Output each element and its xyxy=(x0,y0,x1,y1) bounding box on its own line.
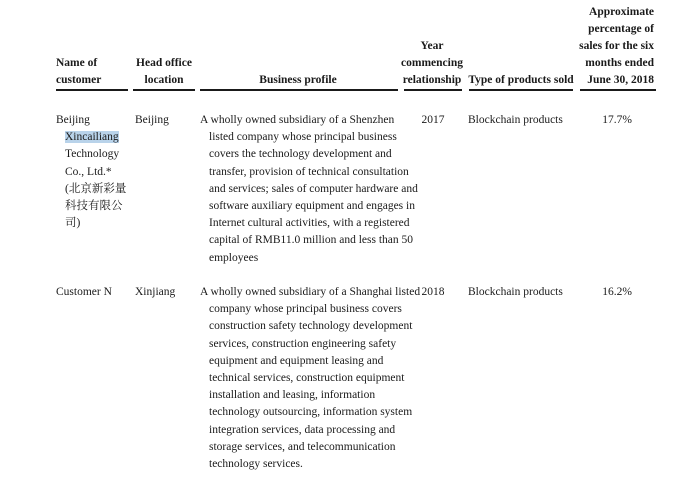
header-year-line-1: Year xyxy=(420,40,444,52)
row-2-profile-line-3: construction safety technology development xyxy=(209,320,413,333)
row-2-profile-line-11: technology services. xyxy=(209,458,303,471)
row-1-profile-line-3: covers the technology development and xyxy=(209,148,392,161)
header-rule-location xyxy=(133,89,195,91)
header-head-office-location xyxy=(132,55,196,89)
row-2-profile-line-6: technical services, construction equipment xyxy=(209,372,405,385)
row-2-profile-line-10: storage services, and telecommunication xyxy=(209,440,396,453)
header-location-line-2: location xyxy=(144,74,184,86)
header-type-of-products xyxy=(468,72,574,89)
header-rule-name xyxy=(56,89,128,91)
table-row-1-year: 2017 xyxy=(421,114,445,126)
table-row-1-percentage: 17.7% xyxy=(602,114,632,126)
row-1-name-line-4: Co., Ltd.* xyxy=(65,165,112,178)
row-2-profile-line-5: equipment and equipment leasing and xyxy=(209,354,384,367)
header-pct-line-2: percentage of xyxy=(588,23,654,35)
header-year-line-3: relationship xyxy=(402,74,462,86)
header-pct-line-4: months ended xyxy=(585,57,654,69)
row-1-profile-line-2: listed company whose principal business xyxy=(209,131,397,144)
header-rule-type xyxy=(469,89,573,91)
row-1-profile-line-6: software auxiliary equipment and engages in xyxy=(209,200,415,213)
table-row-2-location: Xinjiang xyxy=(135,286,176,298)
table-row-2-product-type: Blockchain products xyxy=(468,286,563,298)
row-2-profile-line-8: technology outsourcing, information system xyxy=(209,406,413,419)
table-row-2-year: 2018 xyxy=(421,286,445,298)
header-profile-line-1: Business profile xyxy=(259,74,337,86)
table-row-2-percentage: 16.2% xyxy=(602,286,632,298)
table-row-2-business-profile xyxy=(200,284,421,473)
header-year-line-2: commencing xyxy=(401,57,463,69)
row-2-profile-line-7: installation and leasing, information xyxy=(209,389,376,402)
header-name-of-customer xyxy=(56,55,101,89)
row-2-profile-line-9: integration services, data processing and xyxy=(209,423,396,436)
table-row-2-customer-name: Customer N xyxy=(56,286,112,298)
row-1-profile-line-1: A wholly owned subsidiary of a Shenzhen xyxy=(200,114,395,126)
row-1-profile-line-8: capital of RMB11.0 million and less than 50 xyxy=(209,234,413,247)
header-year-commencing xyxy=(400,38,464,89)
row-2-profile-line-4: services, construction engineering safety xyxy=(209,337,397,350)
table-row-1-customer-name xyxy=(56,112,132,232)
table-row-1-product-type: Blockchain products xyxy=(468,114,563,126)
header-name-line-2: customer xyxy=(56,74,102,86)
row-1-profile-line-5: and services; sales of computer hardware and xyxy=(209,182,418,195)
row-1-name-line-5: (北京新彩量 xyxy=(65,182,127,195)
row-1-name-line-3: Technology xyxy=(65,148,120,161)
header-rule-year xyxy=(404,89,462,91)
header-location-line-1: Head office xyxy=(136,57,192,69)
row-1-profile-line-9: employees xyxy=(209,251,259,264)
header-pct-line-5: June 30, 2018 xyxy=(587,74,654,86)
header-name-line-1: Name of xyxy=(56,57,98,69)
header-pct-line-3: sales for the six xyxy=(579,40,654,52)
header-type-line-1: Type of products sold xyxy=(468,74,574,86)
table-row-1-business-profile xyxy=(200,112,418,267)
header-business-profile xyxy=(200,72,396,89)
header-pct-line-1: Approximate xyxy=(589,6,654,18)
row-1-name-line-1: Beijing xyxy=(56,114,90,126)
header-rule-pct xyxy=(580,89,656,91)
row-2-profile-line-2: company whose principal business covers xyxy=(209,303,402,316)
row-1-profile-line-7: Internet cultural activities, with a registered xyxy=(209,217,410,230)
row-1-name-highlighted-text[interactable]: Xincailiang xyxy=(65,131,119,144)
header-approximate-percentage xyxy=(574,4,654,89)
table-row-1-location: Beijing xyxy=(135,114,169,126)
row-1-profile-line-4: transfer, provision of technical consultation xyxy=(209,165,409,178)
row-1-name-line-6: 科技有限公司) xyxy=(65,200,123,230)
row-2-profile-line-1: A wholly owned subsidiary of a Shanghai listed xyxy=(200,286,421,298)
header-rule-profile xyxy=(200,89,398,91)
